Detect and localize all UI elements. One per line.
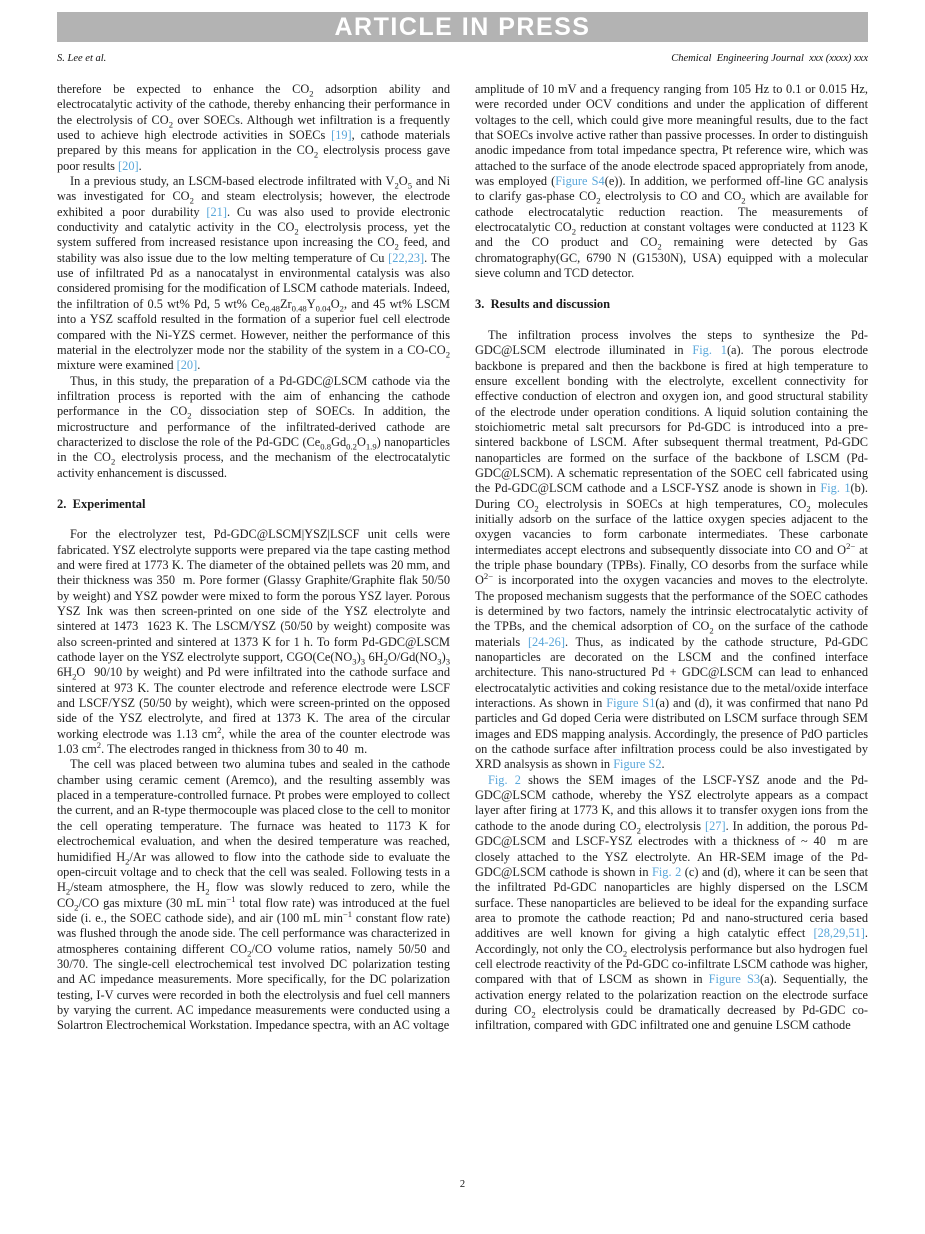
citation-link[interactable]: Figure S4 (555, 174, 605, 189)
article-in-press-banner (57, 12, 868, 42)
subscript: 2 (187, 410, 192, 421)
subscript: 2 (247, 948, 252, 959)
citation-link[interactable]: [27] (705, 818, 726, 833)
subscript: 2 (313, 149, 319, 160)
subscript: 2 (72, 671, 77, 682)
subscript: 2 (309, 88, 314, 99)
superscript: 2 (96, 739, 102, 750)
running-header-authors: S. Lee et al. (57, 53, 107, 64)
subscript: 2 (636, 825, 641, 836)
subscript: 2 (741, 195, 746, 206)
left-column (57, 82, 450, 1164)
subscript: 2 (622, 948, 628, 959)
citation-link[interactable]: Figure S3 (708, 972, 761, 987)
running-header-journal: Chemical Engineering Journal xxx (xxxx) xxx (671, 53, 868, 64)
subscript: 3 (437, 656, 442, 667)
subscript: 2 (383, 656, 388, 667)
paragraph: In a previous study, an LSCM-based electrode infiltrated with $V_2O_5$ and Ni was investigated for $CO_2$ and steam electrolysis; however, the electrode exhibited a poor durability [21]. Cu was also used to provide electronic conductivity and catalytic activity in the $CO_2$ electrolysis process, yet the system suffered from increased resistance upon increasing the $CO_2$ feed, and stability was also issue due to the low melting temperature of Cu [22,23]. The use of infiltrated Pd as a nanocatalyst in environmental catalysis was also considered promising for the modification of LSCM cathode materials. Indeed, the infiltration of 0.5 wt% Pd, 5 wt% $Ce_{0.48}Zr_{0.48}Y_{0.04}O_2$, and 45 wt% LSCM into a YSZ scaffold resulted in the formation of a superior fuel cell electrode compared with the Ni-YZS cermet. However, neither the performance of this material in the electrolyzer mode nor the stability of the system in a $CO-CO_2$ mixture were examined [20]. (57, 174, 451, 373)
right-column (475, 82, 868, 1164)
banner-label: ARTICLE IN PRESS (334, 12, 591, 41)
subscript: 2 (339, 303, 344, 314)
subscript: 3 (445, 656, 450, 667)
subscript: 2 (205, 886, 210, 897)
subscript: 2 (657, 241, 662, 252)
subscript: 2 (294, 226, 299, 237)
running-header (57, 53, 868, 64)
subscript: 2 (531, 1009, 536, 1020)
superscript: −1 (226, 893, 236, 904)
citation-link[interactable]: Figure S1 (606, 696, 656, 711)
superscript: 2 (217, 724, 222, 735)
subscript: 2 (189, 195, 194, 206)
citation-link[interactable]: Fig. 1 (692, 343, 727, 358)
paragraph: therefore be expected to enhance the $CO_2$ adsorption ability and electrocatalytic activity of the cathode, thereby enhancing their performance in the electrolysis of $CO_2$ over SOECs. Although wet infiltration is a frequently used to achieve high electrode activities in SOECs [19], cathode materials prepared by this means for application in the $CO_2$ electrolysis process gave poor results [20]. (57, 82, 451, 173)
citation-link[interactable]: [20] (118, 158, 139, 173)
paragraph: For the electrolyzer test, Pd-GDC@LSCM|YSZ|LSCF unit cells were fabricated. YSZ electrolyte supports were prepared via the tape casting method and were fired at 1773 K. The diameter of the obtained pellets was 20 mm, and their thickness was 350 m. Pore former (Glassy Graphite/Graphite flak 50/50 by weight) and YSZ powder were mixed to form the porous YSZ layer. Porous YSZ Ink was then screen-printed on one side of the YSZ electrolyte and sintered at 1473 1623 K. The LSCM/YSZ (50/50 by weight) composite was also screen-printed and sintered at 1373 K for 1 h. To form Pd-GDC@LSCM cathode layer on the YSZ electrolyte support, $CGO(Ce(NO_3)_3$ $6H_2O/Gd(NO_3)_3$ $6H_2O$ 90/10 by weight) and Pd were infiltrated into the cathode surface and sintered at 973 K. The counter electrode and reference electrode were LSCF and LSCF/YSZ (50/50 by weight), which were screen-printed on the opposed side of the YSZ electrolyte, and fired at 1373 K. The area of the circular working electrode was 1.13 $cm^2$, while the area of the counter electrode was 1.03 $cm^2$. The electrodes ranged in thickness from 30 to 40 m. (57, 527, 451, 757)
citation-link[interactable]: Fig. 2 (652, 864, 682, 879)
superscript: 2− (846, 540, 856, 551)
superscript: 2− (483, 571, 494, 582)
section-heading: 3. Results and discussion (475, 297, 611, 312)
subscript: 5 (407, 180, 413, 191)
citation-link[interactable]: [21] (206, 204, 227, 219)
subscript: 3 (360, 656, 366, 667)
paragraph: The infiltration process involves the steps to synthesize the Pd-GDC@LSCM electrode illuminated in Fig. 1(a). The porous electrode backbone is prepared and then the backbone is fired at high temperature to ensure excellent bonding with the electrolyte, excellent connectivity for effective conduction of electron and oxygen ion, and good structural stability of the electrode under operation conditions. A liquid solution containing the stoichiometric metal salt precursors for Pd-GDC is introduced into a pre-sintered backbone of LSCM. After subsequent thermal treatment, Pd-GDC nanoparticles are formed on the surface of the backbone of LSCM (Pd-GDC@LSCM). A schematic representation of the SOEC cell fabricated using the Pd-GDC@LSCM cathode and a LSCF-YSZ anode is shown in Fig. 1(b). During $CO_2$ electrolysis in SOECs at high temperatures, $CO_2$ molecules initially adsorb on the surface of the lattice oxygen species adjacent to the oxygen vacancies to form carbonate intermediates. These carbonate intermediates accept electrons and subsequently dissociate into CO and $O^{2-}$ at the triple phase boundary (TPBs). Finally, CO desorbs from the surface while $O^{2-}$ is incorporated into the oxygen vacancies and moves to the electrolyte. The proposed mechanism suggests that the performance of the SOEC cathodes is determined by two factors, namely the intrinsic electrocatalytic activity of the TPBs, and the chemical adsorption of $CO_2$ on the surface of the cathode materials [24-26]. Thus, as indicated by the cathode structure, Pd-GDC nanoparticles are decorated on the LSCM and the confined interface architecture. This nano-structured Pd + GDC@LSCM can lead to enhanced electrocatalytic activities and coking resistance due to the metal/oxide interface interactions. As shown in Figure S1(a) and (d), it was confirmed that nano Pd particles and Gd doped Ceria were distributed on LSCM surface through SEM images and EDS mapping analysis. Accordingly, the presence of PdO particles on the cathode surface after infiltration process could be also investigated by XRD analsysis as shown in Figure S2. (475, 327, 868, 772)
page-number: 2 (459, 1179, 466, 1190)
subscript: 3 (352, 656, 357, 667)
subscript: 2 (445, 349, 450, 360)
subscript: 0.2 (346, 441, 357, 452)
citation-link[interactable]: Fig. 1 (820, 481, 851, 496)
citation-link[interactable]: [22,23] (388, 250, 425, 265)
subscript: 0.48 (291, 303, 307, 314)
citation-link[interactable]: [20] (176, 358, 198, 373)
subscript: 2 (74, 902, 79, 912)
subscript: 2 (110, 456, 116, 467)
section-heading: 2. Experimental (57, 496, 146, 511)
two-column-body (57, 82, 868, 1164)
subscript: 2 (806, 503, 811, 514)
subscript: 0.04 (315, 303, 331, 314)
paragraph: The cell was placed between two alumina tubes and sealed in the cathode chamber using ceramic cement (Aremco), and the resulting assembly was placed in a temperature-controlled furnace. Pt probes were employed to collect the current, and an R-type thermocouple was placed close to the cell to monitor the cell operating temperature. The furnace was heated to 1173 K for electrochemical evaluation, and when the desired temperature was reached, humidified $H_2/Ar$ was allowed to flow into the cathode side to evaluate the open-circuit voltage and to check that the cell was sealed. Following tests in a $H_2$/steam atmosphere, the $H_2$ flow was slowly reduced to zero, while the $CO_2/CO$ gas mixture (30 mL $\min^{-1}$ total flow rate) was introduced at the fuel side (i. e., the SOEC cathode side), and air (100 mL $\min^{-1}$ constant flow rate) was flushed through the anode side. The cell performance was characterized in atmospheres containing different $CO_2/CO$ volume ratios, namely 50/50 and 30/70. The single-cell electrochemical test involved DC polarization testing and AC impedance measurements. More specifically, for the DC polarization testing, I-V curves were recorded in both the electrolysis and fuel cell manners by varying the current. AC impedance measurements were conducted using a Solartron Electrochemical Workstation. Impedance spectra, with an AC voltage (57, 757, 450, 1033)
paragraph: Thus, in this study, the preparation of a Pd-GDC@LSCM cathode via the infiltration process is reported with the aim of enhancing the cathode performance in the $CO_2$ dissociation step of SOECs. In addition, the microstructure and performance of the infiltrated-derived cathode are characterized to disclose the role of the Pd-GDC $(Ce_{0.8}Gd_{0.2}O_{1.9})$ nanoparticles in the $CO_2$ electrolysis process, and the mechanism of the electrocatalytic activity enhancement is discussed. (57, 373, 450, 480)
citation-link[interactable]: [24-26] (527, 634, 565, 649)
subscript: 2 (596, 195, 601, 206)
citation-link[interactable]: [19] (331, 128, 352, 143)
subscript: 2 (394, 241, 399, 252)
subscript: 1.9 (365, 441, 377, 452)
subscript: 2 (168, 119, 174, 130)
citation-link[interactable]: Figure S2 (613, 757, 662, 772)
superscript: −1 (342, 908, 353, 919)
citation-link[interactable]: [28,29,51] (813, 926, 865, 941)
citation-link[interactable]: Fig. 2 (488, 772, 521, 787)
paragraph: Fig. 2 shows the SEM images of the LSCF-YSZ anode and the Pd-GDC@LSCM cathode, whereby the YSZ electrolyte appears as a compact layer after firing at 1773 K, and this allows it to transfer oxygen ions from the cathode to the anode during $CO_2$ electrolysis [27]. In addition, the porous Pd-GDC@LSCM and LSCF-YSZ electrodes with a thickness of ~ 40 m are closely attached to the YSZ electrolyte. An HR-SEM image of the Pd-GDC@LSCM cathode is shown in Fig. 2 (c) and (d), where it can be seen that the infiltrated Pd-GDC nanoparticles are highly dispersed on the LSCM surface. These nanoparticles are believed to be ideal for the expanding surface area to promote the cathode reaction; Pd and nano-structured ceria based additives are well known for giving a high catalytic effect [28,29,51]. Accordingly, not only the $CO_2$ electrolysis performance but also hydrogen fuel cell electrode reactivity of the Pd-GDC co-infiltrate LSCM cathode was higher, compared with that of LSCM as shown in Figure S3(a). Sequentially, the activation energy related to the polarization reaction on the electrode surface during $CO_2$ electrolysis could be dramatically decreased by Pd-GDC co-infiltration, compared with GDC infiltrated one and genuine LSCM cathode (475, 772, 868, 1033)
subscript: 0.48 (264, 303, 280, 314)
subscript: 2 (125, 855, 130, 866)
subscript: 2 (534, 503, 539, 514)
subscript: 2 (709, 625, 714, 636)
subscript: 2 (65, 886, 71, 897)
paragraph: amplitude of 10 mV and a frequency ranging from 105 Hz to 0.1 or 0.015 Hz, were recorded under OCV conditions and under the application of different voltages to the cell, which could give more meaningful results, due to the fact that SOECs involve active rather than passive processes. In order to distinguish anodic impedance from total impedance spectra, Pt reference wire, which was attached to the surface of the anode electrode spaced appropriately from anode, was employed (Figure S4(e)). In addition, we performed off-line GC analysis to clarify gas-phase $CO_2$ electrolysis to CO and $CO_2$ which are available for cathode electrocatalytic reduction reaction. The measurements of electrocatalytic $CO_2$ reduction at constant voltages were conducted at 1123 K and the CO product and $CO_2$ remaining were detected by Gas chromatography(GC, 6790 N (G1530N), USA) equipped with a molecular sieve column and TCD detector. (475, 82, 868, 281)
subscript: 2 (571, 226, 577, 237)
subscript: 0.8 (320, 441, 332, 452)
subscript: 2 (394, 180, 399, 191)
